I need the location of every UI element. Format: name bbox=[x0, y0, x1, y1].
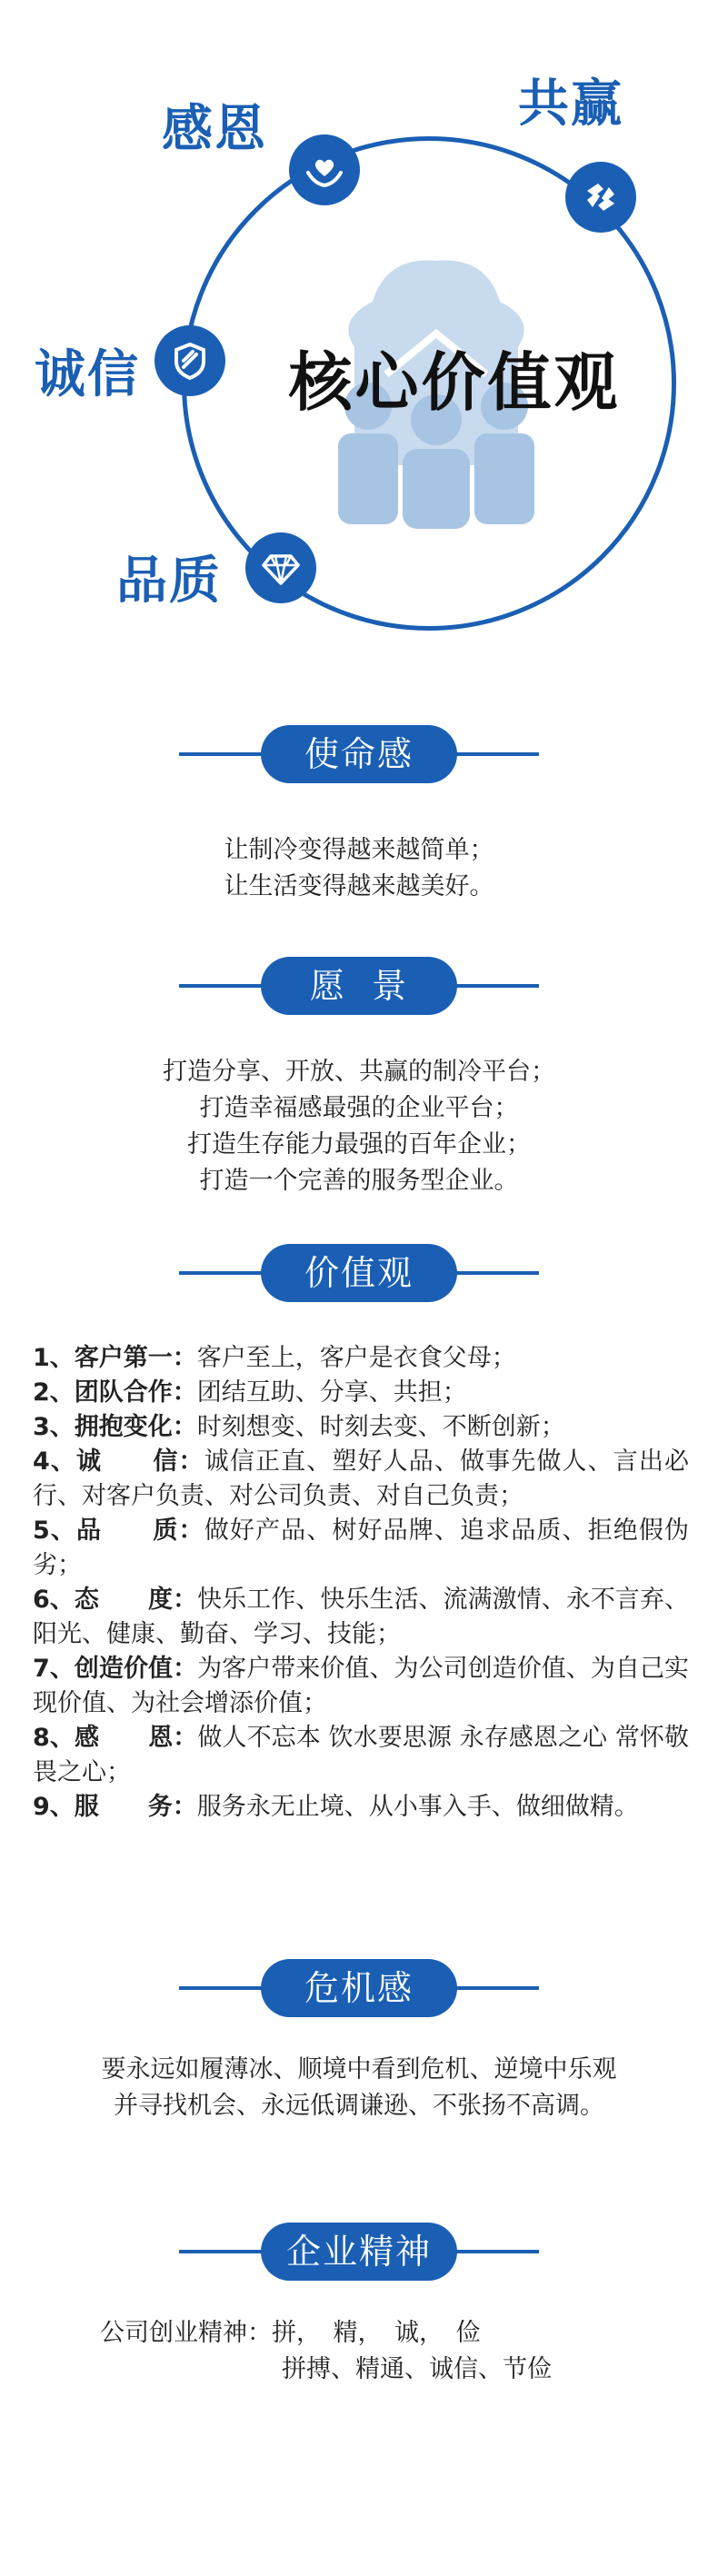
value-label: 9、服 务： bbox=[33, 1793, 197, 1821]
value-text: 客户至上，客户是衣食父母； bbox=[196, 1344, 516, 1372]
divider-line bbox=[179, 1271, 265, 1275]
vision-line: 打造一个完善的服务型企业。 bbox=[199, 1167, 519, 1195]
value-item bbox=[33, 1376, 689, 1410]
shield-icon bbox=[169, 340, 211, 382]
spirit-text bbox=[100, 2315, 645, 2388]
heart-hands-icon bbox=[304, 149, 345, 191]
value-text: 做好产品、树好品牌、追求品质、拒绝假伪劣； bbox=[33, 1517, 689, 1579]
values-heading: 价值观 bbox=[261, 1244, 457, 1302]
divider-line bbox=[453, 752, 539, 756]
divider-line bbox=[453, 1986, 539, 1990]
integrity-label: 诚信 bbox=[35, 345, 140, 404]
value-text: 诚信正直、塑好人品、做事先做人、言出必行、对客户负责、对公司负责、对自己负责； bbox=[33, 1447, 689, 1510]
divider-line bbox=[179, 984, 265, 988]
vision-heading: 愿 景 bbox=[261, 957, 457, 1015]
values-list bbox=[33, 1341, 689, 1825]
value-text: 时刻想变、时刻去变、不断创新； bbox=[196, 1413, 565, 1441]
diamond-icon bbox=[260, 547, 302, 589]
value-label: 5、品 质： bbox=[33, 1517, 204, 1545]
value-item bbox=[33, 1583, 689, 1652]
value-text: 为客户带来价值、为公司创造价值、为自己实现价值、为社会增添价值； bbox=[33, 1655, 690, 1717]
divider-line bbox=[179, 752, 265, 756]
value-item bbox=[33, 1790, 689, 1825]
core-values-title: 核心价值观 bbox=[288, 345, 621, 420]
value-label: 6、态 度： bbox=[33, 1586, 198, 1614]
vision-text bbox=[0, 1054, 718, 1199]
mission-line: 让生活变得越来越美好。 bbox=[224, 872, 494, 900]
core-values-hero bbox=[0, 0, 718, 691]
divider-line bbox=[179, 2250, 265, 2253]
crisis-line: 并寻找机会、永远低调谦逊、不张扬不高调。 bbox=[114, 2092, 604, 2120]
divider-line bbox=[453, 984, 539, 988]
value-text: 做人不忘本 饮水要思源 永存感恩之心 常怀敬畏之心； bbox=[33, 1724, 689, 1786]
value-text: 服务永无止境、从小事入手、做细做精。 bbox=[196, 1793, 639, 1821]
handshake-icon bbox=[580, 176, 622, 218]
gratitude-label: 感恩 bbox=[162, 100, 267, 159]
value-item bbox=[33, 1341, 689, 1376]
spirit-heading: 企业精神 bbox=[261, 2223, 457, 2281]
spirit-line: 公司创业精神：拼， 精， 诚， 俭 bbox=[100, 2319, 481, 2347]
win-win-label: 共赢 bbox=[518, 75, 623, 134]
crisis-line: 要永远如履薄冰、顺境中看到危机、逆境中乐观 bbox=[101, 2055, 617, 2084]
mission-line: 让制冷变得越来越简单； bbox=[224, 836, 494, 864]
spirit-header bbox=[0, 2223, 718, 2281]
mission-heading: 使命感 bbox=[261, 725, 457, 783]
mission-header bbox=[0, 725, 718, 783]
values-header bbox=[0, 1244, 718, 1302]
mission-text bbox=[0, 832, 718, 905]
value-text: 快乐工作、快乐生活、流满激情、永不言弃、阳光、健康、勤奋、学习、技能； bbox=[33, 1586, 690, 1648]
value-label: 8、感 恩： bbox=[33, 1724, 198, 1752]
integrity-node bbox=[155, 325, 225, 396]
quality-node bbox=[245, 532, 316, 603]
win-win-node bbox=[565, 162, 636, 233]
divider-line bbox=[453, 2250, 539, 2253]
vision-line: 打造分享、开放、共赢的制冷平台； bbox=[163, 1058, 555, 1086]
divider-line bbox=[453, 1271, 539, 1275]
divider-line bbox=[179, 1986, 265, 1990]
value-item bbox=[33, 1445, 689, 1514]
value-item bbox=[33, 1721, 689, 1790]
crisis-header bbox=[0, 1959, 718, 2017]
gratitude-node bbox=[289, 134, 360, 205]
vision-line: 打造幸福感最强的企业平台； bbox=[199, 1094, 519, 1122]
value-label: 2、团队合作： bbox=[33, 1378, 197, 1407]
value-label: 3、拥抱变化： bbox=[33, 1413, 197, 1441]
vision-line: 打造生存能力最强的百年企业； bbox=[187, 1130, 531, 1159]
value-item bbox=[33, 1514, 689, 1583]
spirit-line: 拼搏、精通、诚信、节俭 bbox=[282, 2355, 552, 2383]
crisis-text bbox=[0, 2052, 718, 2124]
value-item bbox=[33, 1652, 689, 1721]
vision-header bbox=[0, 957, 718, 1015]
value-label: 1、客户第一： bbox=[33, 1344, 197, 1372]
value-item bbox=[33, 1410, 689, 1445]
crisis-heading: 危机感 bbox=[261, 1959, 457, 2017]
value-text: 团结互助、分享、共担； bbox=[196, 1378, 467, 1407]
value-label: 7、创造价值： bbox=[33, 1655, 198, 1683]
quality-label: 品质 bbox=[116, 552, 222, 611]
value-label: 4、诚 信： bbox=[33, 1447, 204, 1476]
